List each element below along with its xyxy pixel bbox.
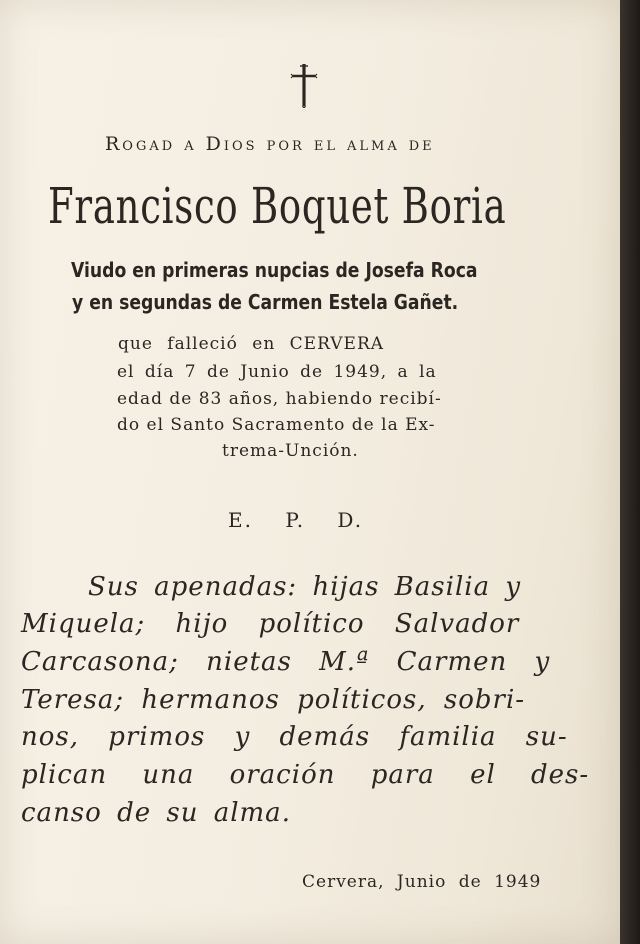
mourners-line: Carcasona; nietas M.ª Carmen y: [21, 647, 551, 677]
mourners-line: nos, primos y demás familia su-: [21, 722, 568, 752]
dark-border-edge: [620, 0, 640, 944]
cross-icon: [289, 62, 319, 108]
deceased-name: Francisco Boquet Boria: [48, 177, 507, 235]
mourners-line: Teresa; hermanos políticos, sobri-: [21, 685, 526, 715]
death-notice-line: el día 7 de Junio de 1949, a la: [117, 362, 437, 382]
marital-line-second: y en segundas de Carmen Estela Gañet.: [72, 290, 459, 314]
death-notice-line: trema-Unción.: [222, 441, 359, 461]
mourners-line: Miquela; hijo político Salvador: [21, 609, 520, 639]
place-date: Cervera, Junio de 1949: [302, 872, 542, 892]
death-notice-line: edad de 83 años, habiendo recibí-: [117, 389, 442, 409]
marital-line-first: Viudo en primeras nupcias de Josefa Roca: [71, 258, 478, 282]
invocation-heading: Rogad a Dios por el alma de: [105, 133, 435, 155]
mourners-line: plican una oración para el des-: [21, 760, 590, 790]
mourners-line: canso de su alma.: [21, 798, 291, 828]
epd-abbreviation: E. P. D.: [228, 508, 364, 532]
death-notice-line: do el Santo Sacramento de la Ex-: [117, 415, 436, 435]
mourners-line: Sus apenadas: hijas Basilia y: [88, 572, 522, 602]
death-notice-line: que falleció en CERVERA: [118, 334, 385, 354]
